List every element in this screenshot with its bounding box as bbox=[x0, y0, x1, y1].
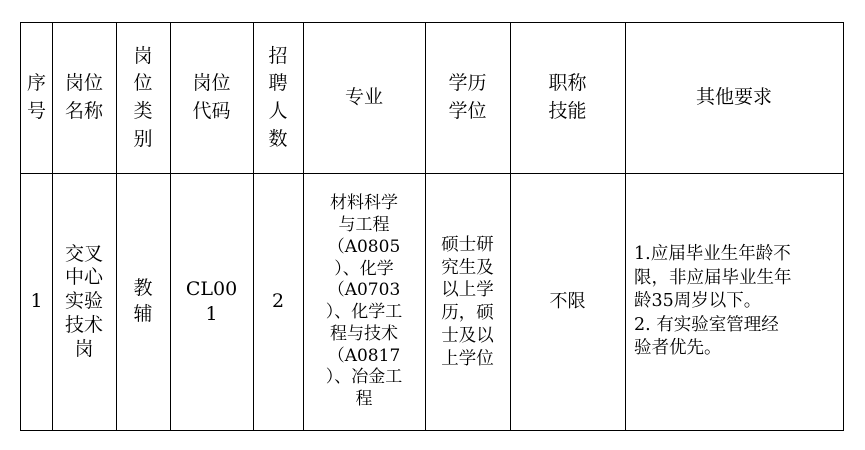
header-post-type: 岗 位 类 别 bbox=[133, 44, 153, 150]
header-post-code: 岗位 代码 bbox=[192, 72, 231, 122]
cell-degree: 硕士研 究生及 以上学 历，硕 士及以 上学位 bbox=[441, 234, 494, 369]
cell-post-code: CL00 1 bbox=[185, 278, 238, 325]
cell-recruit-count: 2 bbox=[271, 290, 285, 313]
header-other-requirements: 其他要求 bbox=[695, 86, 772, 109]
header-degree: 学历 学位 bbox=[448, 72, 487, 122]
cell-title-skill: 不限 bbox=[549, 290, 586, 312]
cell-other-requirements: 1.应届毕业生年龄不 限，非应届毕业生年 龄35周岁以下。 2. 有实验室管理经 验者优先。 bbox=[634, 243, 792, 359]
header-recruit-count: 招 聘 人 数 bbox=[268, 44, 288, 150]
cell-post-type: 教 辅 bbox=[133, 277, 153, 325]
header-post-name: 岗位 名称 bbox=[64, 72, 103, 122]
header-major: 专业 bbox=[344, 86, 383, 109]
cell-seq: 1 bbox=[30, 290, 43, 313]
header-seq: 序 号 bbox=[26, 72, 46, 122]
cell-major: 材料科学 与工程 （A0805 ）、化学 （A0703 ）、化学工 程与技术 （A0817 ）、冶金工 程 bbox=[325, 193, 403, 409]
recruitment-table bbox=[20, 22, 844, 431]
cell-post-name: 交叉 中心 实验 技术 岗 bbox=[64, 242, 103, 360]
header-title-skill: 职称 技能 bbox=[548, 72, 587, 122]
